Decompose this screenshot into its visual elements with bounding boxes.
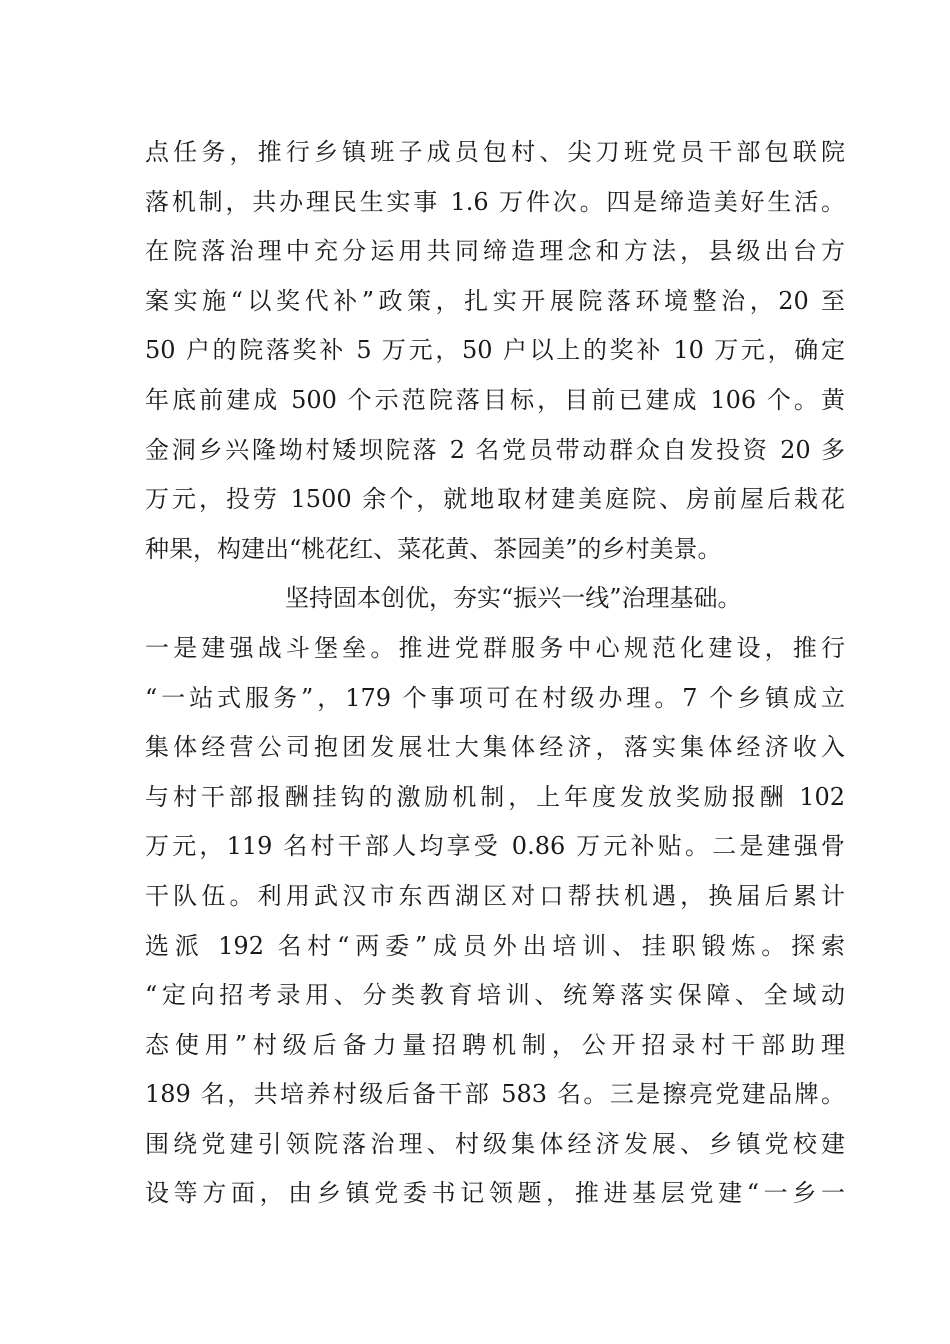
text-line: 围绕党建引领院落治理、村级集体经济发展、乡镇党校建 (145, 1129, 845, 1158)
text-line: 设等方面，由乡镇党委书记领题，推进基层党建“一乡一 (145, 1179, 845, 1208)
text-line: 万元，119 名村干部人均享受 0.86 万元补贴。二是建强骨 (145, 832, 845, 861)
text-line: 金洞乡兴隆坳村矮坝院落 2 名党员带动群众自发投资 20 多 (145, 435, 845, 464)
text-line: 在院落治理中充分运用共同缔造理念和方法，县级出台方 (145, 237, 845, 266)
text-line: 落机制，共办理民生实事 1.6 万件次。四是缔造美好生活。 (145, 187, 845, 216)
text-line: 点任务，推行乡镇班子成员包村、尖刀班党员干部包联院 (145, 138, 845, 166)
text-line: 万元，投劳 1500 余个，就地取材建美庭院、房前屋后栽花 (145, 485, 845, 514)
body-text (145, 128, 845, 1219)
text-line: 集体经营公司抱团发展壮大集体经济，落实集体经济收入 (145, 733, 845, 762)
text-line: “定向招考录用、分类教育培训、统筹落实保障、全域动 (145, 981, 845, 1010)
text-line: 选派 192 名村“两委”成员外出培训、挂职锻炼。探索 (145, 931, 845, 960)
text-line: 189 名，共培养村级后备干部 583 名。三是擦亮党建品牌。 (145, 1080, 845, 1109)
text-line: 案实施“以奖代补”政策，扎实开展院落环境整治，20 至 (145, 286, 845, 315)
text-line: 态使用”村级后备力量招聘机制，公开招录村干部助理 (145, 1030, 845, 1059)
text-line: 与村干部报酬挂钩的激励机制，上年度发放奖励报酬 102 (145, 782, 845, 811)
text-line: 一是建强战斗堡垒。推进党群服务中心规范化建设，推行 (145, 633, 845, 662)
section-heading: 坚持固本创优，夯实“振兴一线”治理基础。 (285, 584, 742, 613)
text-line-paragraph-end: 种果，构建出“桃花红、菜花黄、茶园美”的乡村美景。 (145, 534, 722, 563)
text-line: 干队伍。利用武汉市东西湖区对口帮扶机遇，换届后累计 (145, 881, 845, 910)
text-line: “一站式服务”，179 个事项可在村级办理。7 个乡镇成立 (145, 683, 845, 712)
text-line: 50 户的院落奖补 5 万元，50 户以上的奖补 10 万元，确定 (145, 336, 845, 365)
text-line: 年底前建成 500 个示范院落目标，目前已建成 106 个。黄 (145, 385, 845, 414)
